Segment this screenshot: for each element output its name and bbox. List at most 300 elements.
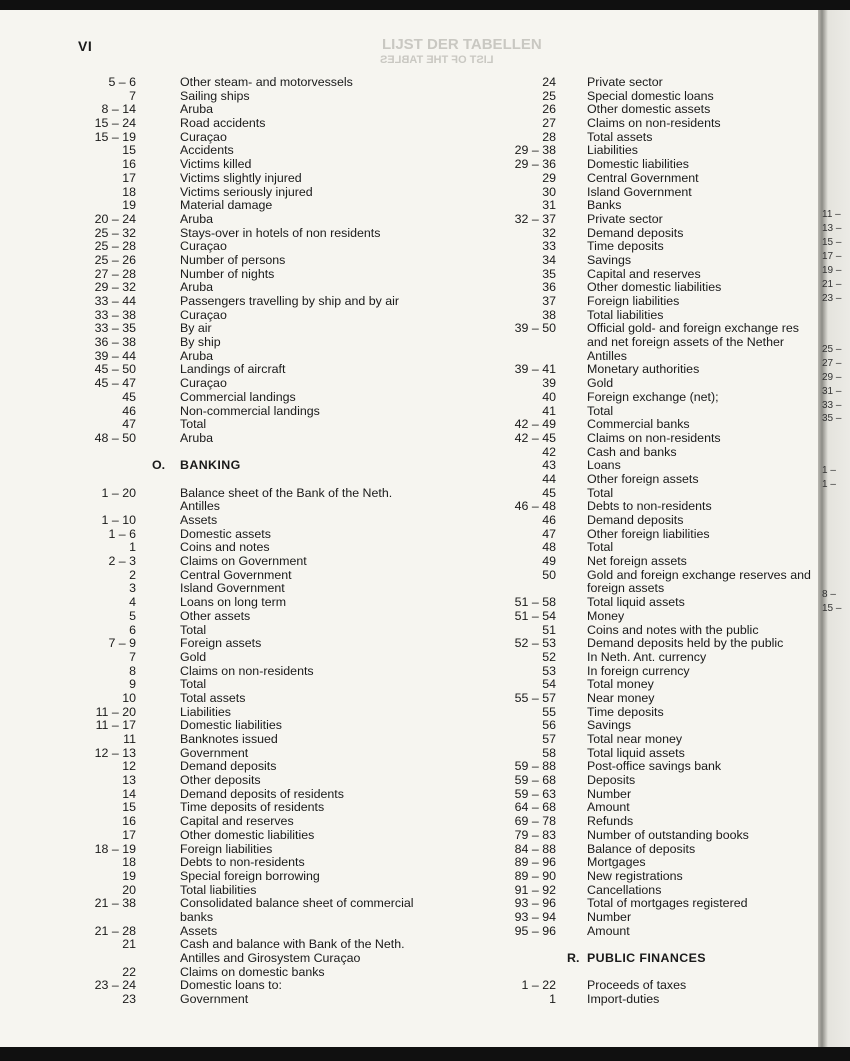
table-title: Total assets — [180, 690, 246, 705]
index-entry — [470, 651, 820, 665]
adjacent-page-fragment: 29 – — [822, 372, 842, 383]
table-number-range: 17 — [122, 827, 136, 842]
table-title: Private sector — [587, 76, 663, 89]
show-through-subtitle: LIST OF THE TABLES — [380, 54, 494, 66]
table-number-range: 55 – 57 — [514, 690, 556, 705]
index-entry — [470, 843, 820, 857]
table-number-range: 41 — [542, 403, 556, 418]
table-number-range: 7 — [129, 649, 136, 664]
index-entry — [470, 281, 820, 295]
table-title: Other steam- and motorvessels — [180, 75, 353, 89]
adjacent-page-fragment: 15 – — [822, 237, 842, 248]
index-left-column — [60, 76, 480, 1007]
table-number-range: 36 – 38 — [94, 335, 136, 350]
table-title: Stays-over in hotels of non residents — [180, 225, 381, 240]
index-entry — [60, 884, 480, 898]
index-entry — [60, 309, 480, 323]
table-title: Time deposits — [587, 239, 664, 254]
table-title: By ship — [180, 335, 221, 350]
index-entry — [60, 801, 480, 815]
adjacent-page-fragment: 21 – — [822, 279, 842, 290]
index-entry — [470, 555, 820, 569]
table-number-range: 12 — [122, 759, 136, 774]
table-title: Victims seriously injured — [180, 184, 313, 199]
index-entry — [470, 870, 820, 884]
table-title: Antilles — [587, 348, 627, 363]
table-number-range: 11 – 20 — [95, 704, 136, 719]
table-number-range: 9 — [129, 677, 136, 692]
index-entry — [60, 432, 480, 446]
table-title: Curaçao — [180, 239, 227, 254]
table-number-range: 54 — [542, 677, 556, 692]
index-entry — [470, 596, 820, 610]
index-entry — [470, 569, 820, 583]
index-entry — [470, 117, 820, 131]
table-title: Capital and reserves — [587, 266, 701, 281]
index-entry — [470, 254, 820, 268]
index-entry — [60, 172, 480, 186]
table-title: Number — [587, 909, 632, 924]
index-entry — [470, 719, 820, 733]
table-title: Aruba — [180, 280, 214, 295]
table-title: Time deposits — [587, 704, 664, 719]
index-entry — [60, 938, 480, 952]
table-title: and net foreign assets of the Nether — [587, 335, 784, 350]
table-title: Island Government — [180, 581, 285, 596]
table-number-range: 69 – 78 — [514, 814, 556, 829]
index-entry — [470, 322, 820, 336]
table-title: Number — [587, 786, 632, 801]
table-title: Post-office savings bank — [587, 759, 722, 774]
table-title: In Neth. Ant. currency — [587, 649, 707, 664]
table-title: Total of mortgages registered — [587, 896, 748, 911]
index-entry — [60, 733, 480, 747]
table-title: New registrations — [587, 868, 683, 883]
table-number-range: 17 — [122, 170, 136, 185]
section-letter: O. — [152, 458, 166, 473]
index-entry — [470, 541, 820, 555]
index-entry — [60, 158, 480, 172]
table-number-range: 22 — [122, 964, 136, 979]
index-entry — [470, 733, 820, 747]
table-title: Amount — [587, 800, 630, 815]
table-title: Central Government — [587, 170, 699, 185]
index-entry — [60, 186, 480, 200]
table-title: Cash and banks — [587, 444, 677, 459]
table-number-range: 59 – 68 — [514, 773, 556, 788]
table-title: Aruba — [180, 102, 214, 117]
index-entry — [470, 459, 820, 473]
table-title: Cancellations — [587, 882, 662, 897]
index-entry — [60, 925, 480, 939]
table-title: Domestic liabilities — [180, 718, 282, 733]
adjacent-page-fragment: 1 – — [822, 465, 836, 476]
index-entry — [470, 213, 820, 227]
index-entry — [60, 815, 480, 829]
table-number-range: 53 — [542, 663, 556, 678]
table-title: Total — [180, 677, 207, 692]
index-entry — [470, 240, 820, 254]
table-title: Consolidated balance sheet of commercial — [180, 896, 414, 911]
table-title: Total money — [587, 677, 654, 692]
table-title: Domestic assets — [180, 526, 271, 541]
index-entry — [470, 897, 820, 911]
table-number-range: 5 – 6 — [108, 75, 136, 89]
table-number-range: 20 — [122, 882, 136, 897]
table-title: Coins and notes with the public — [587, 622, 759, 637]
index-entry — [60, 856, 480, 870]
table-title: Claims on non-residents — [587, 430, 721, 445]
index-entry — [470, 405, 820, 419]
table-number-range: 45 – 50 — [94, 362, 136, 377]
table-title: Balance of deposits — [587, 841, 696, 856]
index-entry — [470, 514, 820, 528]
table-number-range: 1 – 6 — [108, 526, 136, 541]
scan-bottom-border — [0, 1047, 850, 1061]
table-number-range: 14 — [122, 786, 136, 801]
table-number-range: 50 — [542, 567, 556, 582]
table-title: Government — [180, 992, 249, 1007]
table-title: foreign assets — [587, 581, 665, 596]
table-title: Import-duties — [587, 992, 660, 1007]
table-number-range: 48 — [542, 540, 556, 555]
table-title: Accidents — [180, 143, 234, 158]
adjacent-page-fragment: 35 – — [822, 413, 842, 424]
table-number-range: 55 — [542, 704, 556, 719]
table-number-range: 15 — [122, 143, 136, 158]
table-number-range: 1 – 10 — [101, 513, 136, 527]
table-number-range: 45 — [542, 485, 556, 500]
table-title: Coins and notes — [180, 540, 270, 555]
index-entry — [60, 870, 480, 884]
table-title: Victims slightly injured — [180, 170, 302, 185]
table-number-range: 29 – 32 — [94, 280, 136, 295]
table-title: Claims on non-residents — [180, 663, 314, 678]
table-number-range: 18 — [122, 855, 136, 870]
table-number-range: 29 – 36 — [514, 157, 556, 172]
index-entry — [470, 418, 820, 432]
section-heading-row — [470, 952, 820, 966]
table-number-range: 40 — [542, 389, 556, 404]
index-entry — [60, 843, 480, 857]
index-entry — [60, 541, 480, 555]
table-title: Banks — [587, 198, 622, 213]
index-entry — [60, 363, 480, 377]
table-title: Debts to non-residents — [587, 499, 712, 514]
index-entry — [470, 131, 820, 145]
index-entry — [470, 911, 820, 925]
table-number-range: 93 – 96 — [514, 896, 556, 911]
table-title: Commercial banks — [587, 417, 690, 432]
table-title: Gold and foreign exchange reserves and — [587, 567, 811, 582]
table-title: Savings — [587, 718, 632, 733]
table-number-range: 33 – 44 — [94, 294, 136, 308]
index-entry — [470, 815, 820, 829]
table-number-range: 46 — [122, 403, 136, 418]
table-title: Other assets — [180, 608, 251, 623]
adjacent-page-fragment: 19 – — [822, 265, 842, 276]
table-title: Amount — [587, 923, 630, 938]
table-number-range: 46 — [542, 513, 556, 527]
section-title: BANKING — [180, 458, 241, 473]
index-entry — [470, 966, 820, 980]
index-entry — [60, 487, 480, 501]
table-number-range: 25 – 26 — [94, 252, 136, 267]
section-title: PUBLIC FINANCES — [587, 951, 706, 965]
table-number-range: 16 — [122, 157, 136, 172]
table-number-range: 51 — [542, 622, 556, 637]
table-number-range: 42 – 49 — [514, 417, 556, 432]
index-entry — [60, 569, 480, 583]
adjacent-page-edge — [818, 10, 850, 1047]
index-entry — [60, 979, 480, 993]
table-number-range: 25 — [542, 88, 556, 103]
index-entry — [470, 473, 820, 487]
table-number-range: 15 – 19 — [94, 129, 136, 144]
index-entry — [60, 788, 480, 802]
index-entry — [60, 90, 480, 104]
index-entry — [60, 897, 480, 911]
table-number-range: 35 — [542, 266, 556, 281]
table-title: Foreign liabilities — [587, 294, 680, 308]
table-title: Special domestic loans — [587, 88, 714, 103]
table-number-range: 33 – 35 — [94, 321, 136, 336]
table-number-range: 39 – 41 — [514, 362, 556, 377]
table-title: Island Government — [587, 184, 692, 199]
table-title: Domestic loans to: — [180, 978, 282, 993]
index-entry — [470, 788, 820, 802]
table-number-range: 89 – 96 — [514, 855, 556, 870]
table-number-range: 48 – 50 — [94, 430, 136, 445]
table-number-range: 8 — [129, 663, 136, 678]
index-entry — [470, 925, 820, 939]
index-entry — [470, 432, 820, 446]
table-number-range: 29 — [542, 170, 556, 185]
table-number-range: 1 — [129, 540, 136, 555]
index-entry — [60, 582, 480, 596]
adjacent-page-fragment: 15 – — [822, 603, 842, 614]
table-number-range: 42 – 45 — [514, 430, 556, 445]
adjacent-page-fragment: 8 – — [822, 589, 836, 600]
table-number-range: 8 – 14 — [101, 102, 136, 117]
table-title: banks — [180, 909, 214, 924]
table-title: Total — [587, 403, 614, 418]
table-number-range: 6 — [129, 622, 136, 637]
index-entry — [470, 487, 820, 501]
index-entry — [470, 172, 820, 186]
table-number-range: 79 – 83 — [514, 827, 556, 842]
index-entry — [60, 199, 480, 213]
index-entry — [470, 144, 820, 158]
table-title: Foreign liabilities — [180, 841, 273, 856]
table-number-range: 15 – 24 — [94, 116, 136, 131]
table-title: Official gold- and foreign exchange res — [587, 321, 799, 336]
index-entry — [470, 624, 820, 638]
table-number-range: 95 – 96 — [514, 923, 556, 938]
index-entry — [60, 747, 480, 761]
index-entry — [60, 966, 480, 980]
table-number-range: 44 — [542, 471, 556, 486]
adjacent-page-fragment: 1 – — [822, 479, 836, 490]
table-title: Antilles and Girosystem Curaçao — [180, 951, 361, 965]
table-title: Capital and reserves — [180, 814, 294, 829]
table-number-range: 59 – 63 — [514, 786, 556, 801]
table-number-range: 1 – 22 — [521, 978, 556, 993]
index-entry — [60, 336, 480, 350]
index-entry — [60, 528, 480, 542]
table-number-range: 38 — [542, 307, 556, 322]
index-entry — [60, 144, 480, 158]
table-title: Banknotes issued — [180, 732, 278, 746]
table-title: Landings of aircraft — [180, 362, 286, 377]
table-number-range: 34 — [542, 252, 556, 267]
index-entry — [60, 665, 480, 679]
index-entry — [470, 582, 820, 596]
table-title: Claims on non-residents — [587, 116, 721, 131]
table-number-range: 21 – 38 — [94, 896, 136, 911]
index-entry — [470, 801, 820, 815]
index-entry — [60, 322, 480, 336]
index-entry — [60, 514, 480, 528]
index-entry — [470, 979, 820, 993]
table-number-range: 42 — [542, 444, 556, 459]
table-title: Victims killed — [180, 157, 252, 172]
table-title: Refunds — [587, 814, 634, 829]
table-number-range: 51 – 54 — [514, 608, 556, 623]
table-number-range: 33 – 38 — [94, 307, 136, 322]
table-number-range: 45 – 47 — [94, 376, 136, 391]
table-number-range: 24 — [542, 76, 556, 89]
table-number-range: 23 — [122, 992, 136, 1007]
table-title: Demand deposits — [587, 513, 684, 527]
table-number-range: 12 – 13 — [94, 745, 136, 760]
table-title: Total liquid assets — [587, 595, 685, 610]
index-entry — [60, 651, 480, 665]
table-title: Non-commercial landings — [180, 403, 320, 418]
table-number-range: 93 – 94 — [514, 909, 556, 924]
index-entry — [470, 268, 820, 282]
table-number-range: 32 — [542, 225, 556, 240]
index-entry — [60, 829, 480, 843]
table-number-range: 27 — [542, 116, 556, 131]
table-title: Gold — [180, 649, 207, 664]
index-entry — [60, 760, 480, 774]
adjacent-page-fragment: 23 – — [822, 293, 842, 304]
index-entry — [470, 637, 820, 651]
index-entry — [470, 692, 820, 706]
table-title: Other domestic assets — [587, 102, 711, 117]
index-right-column — [470, 76, 820, 1026]
table-title: Claims on Government — [180, 554, 307, 569]
table-title: Curaçao — [180, 129, 227, 144]
index-entry — [60, 281, 480, 295]
table-number-range: 84 – 88 — [514, 841, 556, 856]
index-entry — [470, 760, 820, 774]
index-entry — [470, 363, 820, 377]
index-entry — [470, 350, 820, 364]
table-number-range: 91 – 92 — [514, 882, 556, 897]
table-number-range: 15 — [122, 800, 136, 815]
table-number-range: 36 — [542, 280, 556, 295]
table-number-range: 47 — [122, 417, 136, 432]
table-title: Private sector — [587, 211, 663, 226]
table-title: Demand deposits — [587, 225, 684, 240]
table-number-range: 27 – 28 — [94, 266, 136, 281]
table-title: Loans on long term — [180, 595, 287, 610]
index-entry — [60, 418, 480, 432]
index-entry — [60, 678, 480, 692]
adjacent-page-fragment: 27 – — [822, 358, 842, 369]
table-number-range: 32 – 37 — [514, 211, 556, 226]
index-entry — [60, 103, 480, 117]
index-entry — [470, 446, 820, 460]
index-entry — [60, 952, 480, 966]
table-title: Curaçao — [180, 307, 227, 322]
index-entry — [470, 993, 820, 1007]
index-entry — [60, 473, 480, 487]
adjacent-page-fragment: 25 – — [822, 344, 842, 355]
table-title: Total near money — [587, 732, 683, 746]
index-entry — [470, 377, 820, 391]
table-title: Special foreign borrowing — [180, 868, 320, 883]
index-entry — [470, 76, 820, 90]
table-title: Balance sheet of the Bank of the Neth. — [180, 485, 393, 500]
table-number-range: 19 — [122, 198, 136, 213]
table-number-range: 25 – 32 — [94, 225, 136, 240]
table-title: Demand deposits of residents — [180, 786, 344, 801]
table-title: Cash and balance with Bank of the Neth. — [180, 937, 405, 952]
table-title: Total liabilities — [180, 882, 257, 897]
table-title: Total — [587, 485, 614, 500]
adjacent-page-fragment: 33 – — [822, 400, 842, 411]
table-title: Other foreign assets — [587, 471, 699, 486]
index-entry — [60, 405, 480, 419]
table-number-range: 21 — [122, 937, 136, 952]
adjacent-page-fragment: 11 – — [822, 209, 841, 220]
table-title: Monetary authorities — [587, 362, 700, 377]
index-entry — [60, 637, 480, 651]
index-entry — [470, 90, 820, 104]
index-entry — [60, 391, 480, 405]
table-number-range: 1 – 20 — [101, 485, 136, 500]
table-number-range: 21 – 28 — [94, 923, 136, 938]
index-entry — [470, 336, 820, 350]
table-title: Number of outstanding books — [587, 827, 749, 842]
index-entry — [470, 706, 820, 720]
table-title: Other domestic liabilities — [587, 280, 722, 295]
table-title: Foreign exchange (net); — [587, 389, 719, 404]
index-entry — [470, 295, 820, 309]
table-title: Time deposits of residents — [180, 800, 325, 815]
table-title: Other domestic liabilities — [180, 827, 315, 842]
table-number-range: 30 — [542, 184, 556, 199]
table-title: Aruba — [180, 430, 214, 445]
table-number-range: 52 — [542, 649, 556, 664]
adjacent-page-fragment: 31 – — [822, 386, 842, 397]
index-entry — [60, 911, 480, 925]
table-number-range: 59 – 88 — [514, 759, 556, 774]
scan-top-border — [0, 0, 850, 10]
table-title: Antilles — [180, 499, 220, 514]
table-title: Domestic liabilities — [587, 157, 689, 172]
index-entry — [60, 377, 480, 391]
table-title: Total assets — [587, 129, 653, 144]
index-entry — [470, 103, 820, 117]
table-title: Road accidents — [180, 116, 266, 131]
table-title: Sailing ships — [180, 88, 250, 103]
show-through-title: LIJST DER TABELLEN — [382, 36, 542, 53]
index-entry — [60, 131, 480, 145]
